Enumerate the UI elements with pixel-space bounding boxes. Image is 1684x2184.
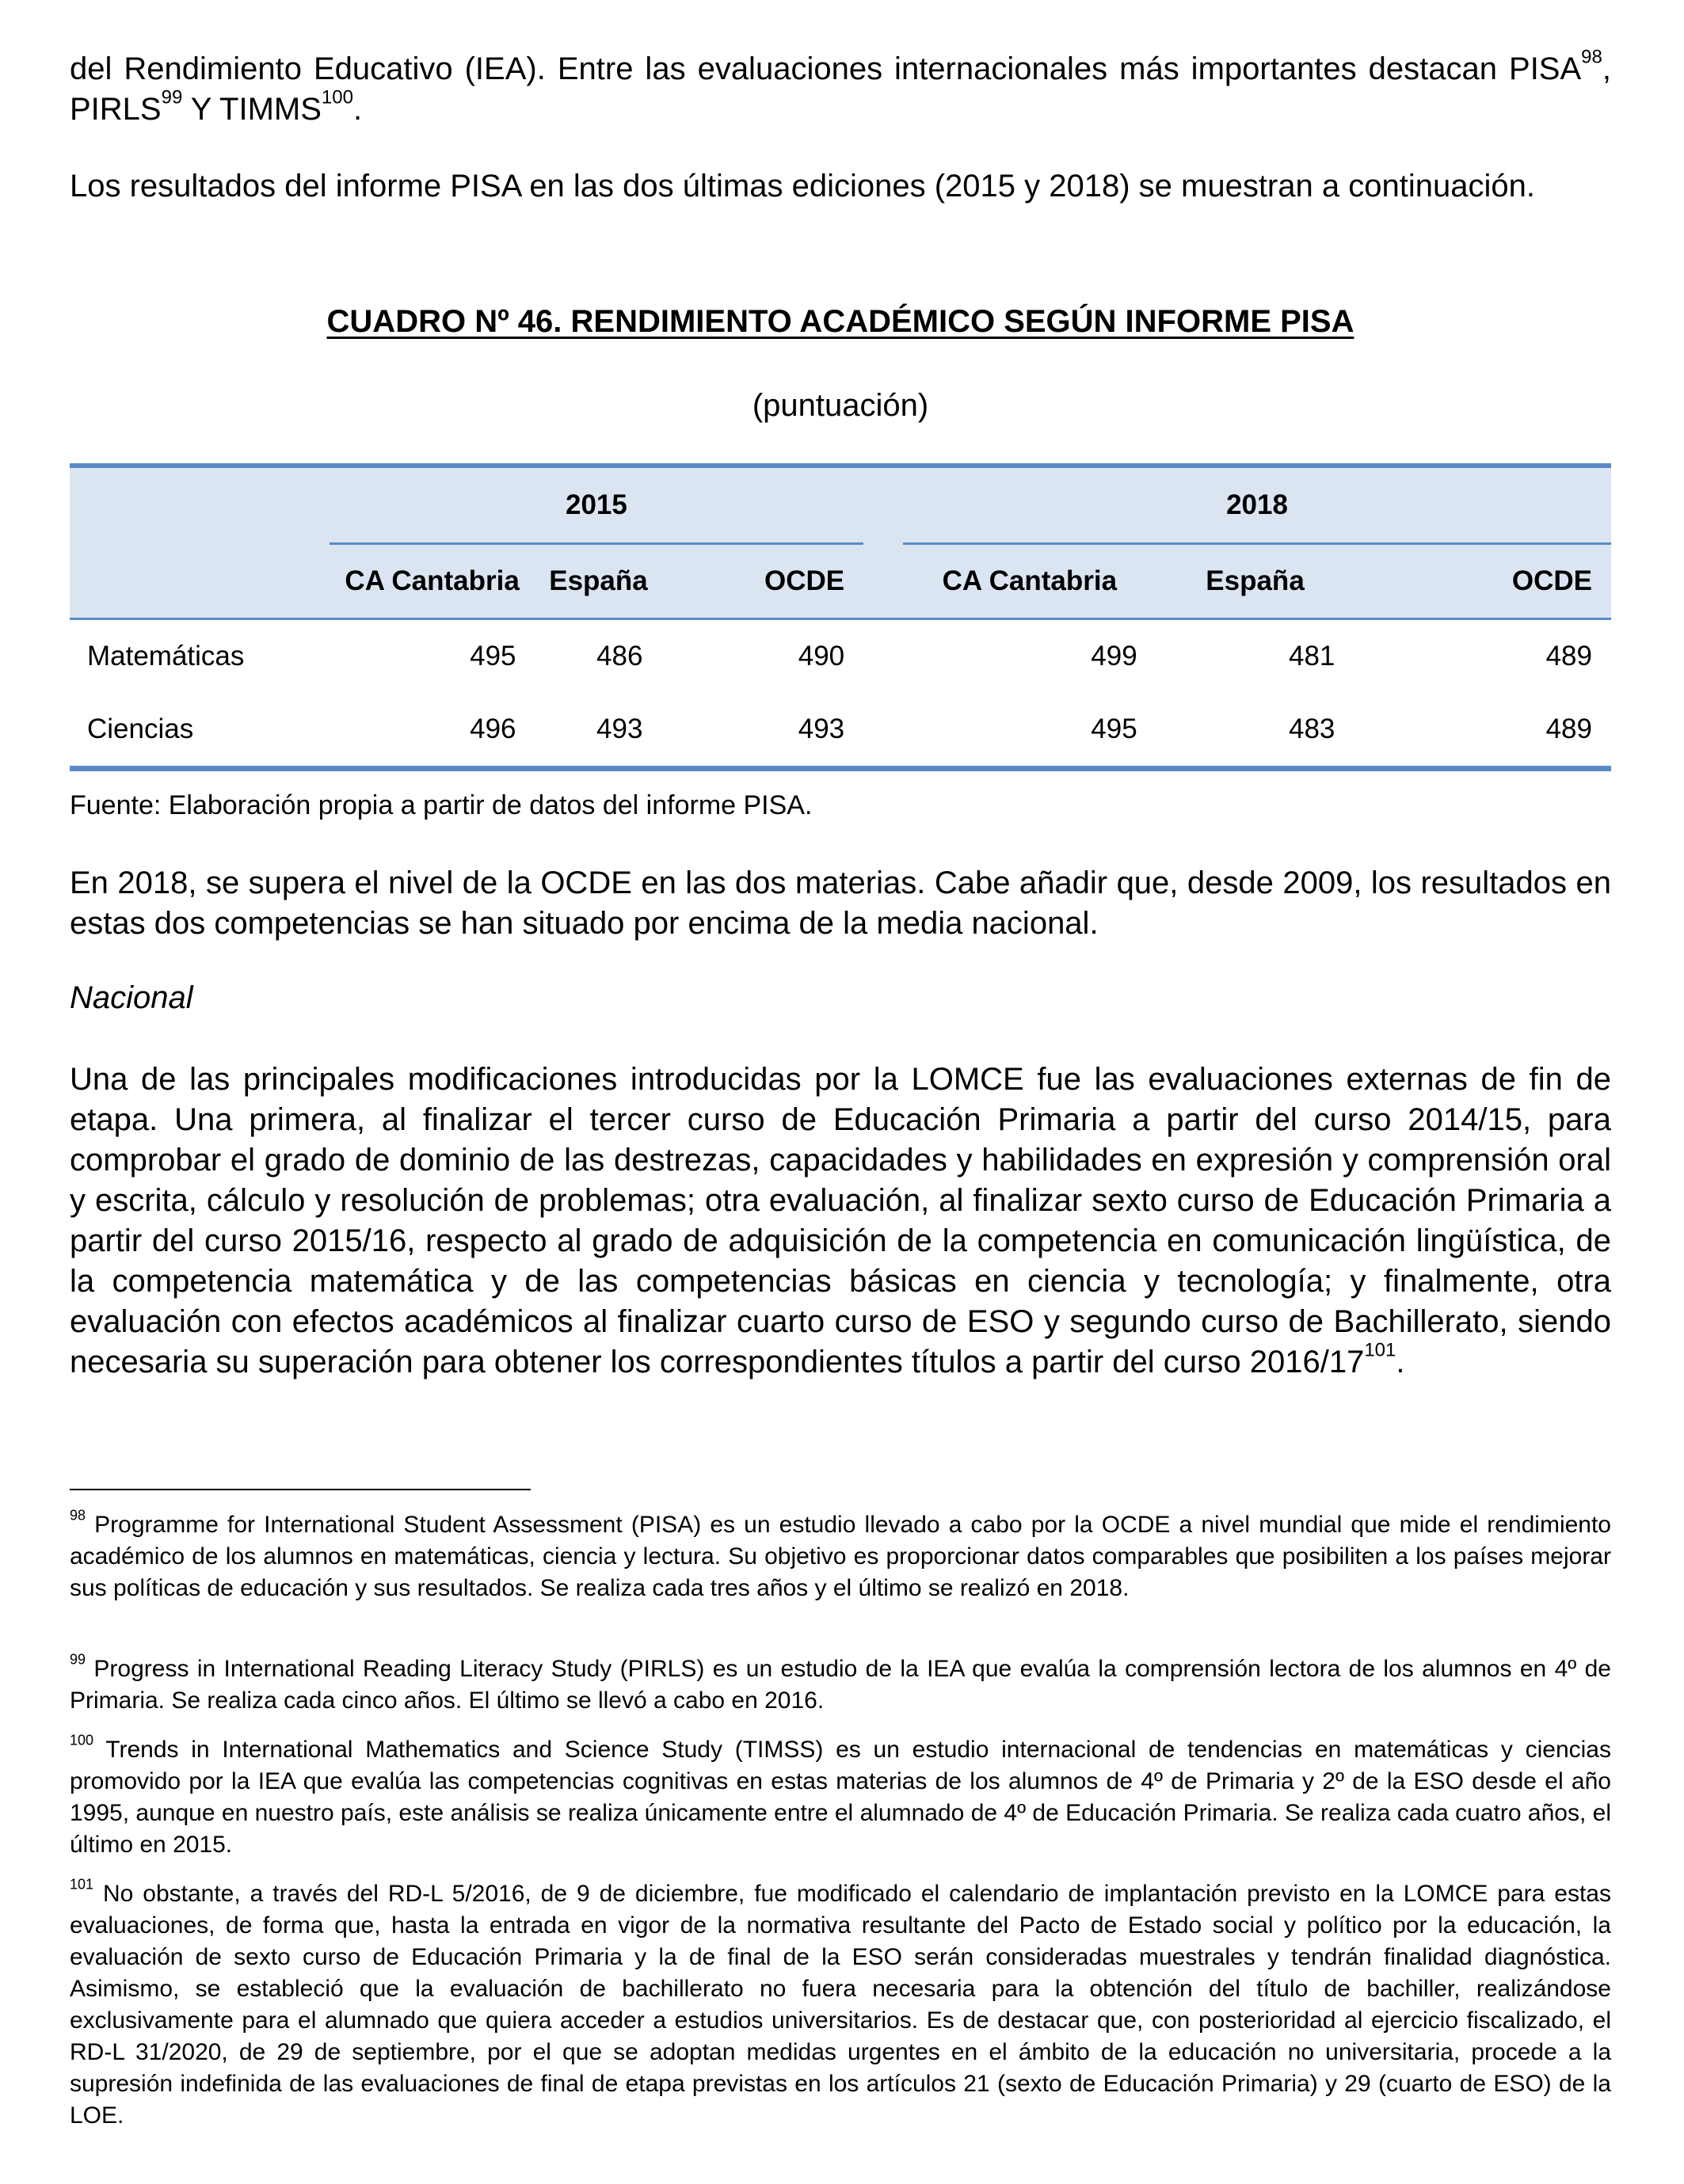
footnote-ref-98[interactable]: 98 [1581,46,1602,68]
column-header: OCDE [1354,544,1611,619]
footnote-ref-100[interactable]: 100 [321,86,353,108]
footnote-101: $^{101}$ No obstante, a través del RD-L 5/2016, de 9 de diciembre, fue modificado el calendario de implantación previsto en la LOMCE para estas evaluaciones, de forma que, hasta la entrada en vigor de la normativa resultante del Pacto de Estado social y político por la educación, la evaluación de sexto curso de Educación Primaria y la de final de la ESO serán consideradas muestrales y tendrán finalidad diagnóstica. Asimismo, se estableció que la evaluación de bachillerato no fuera necesaria para la obtención del título de bachiller, realizándose exclusivamente para el alumnado que quiera acceder a estudios universitarios. Es de destacar que, con posterioridad al ejercicio fiscalizado, el RD-L 31/2020, de 29 de septiembre, por el que se adoptan medidas urgentes en el ámbito de la educación no universitaria, procede a la supresión indefinida de las evaluaciones de final de etapa previstas en los artículos 21 (sexto de Educación Primaria) y 29 (cuarto de ESO) de la LOE. [70,1876,1611,2129]
results-intro-paragraph: Los resultados del informe PISA en las dos últimas ediciones (2015 y 2018) se muestran a continuación. [70,169,1535,204]
row-label: Matemáticas [87,641,245,672]
table-cell: 493 [596,713,643,744]
footnote-ref-99[interactable]: 99 [161,86,183,108]
table-cell: 495 [470,641,516,672]
lomce-paragraph: Una de las principales modificaciones introducidas por la LOMCE fue las evaluaciones externas de fin de etapa. Una primera, al finalizar el tercer curso de Educación Primaria a partir del curso 2014/15, para comprobar el grado de dominio de las destrezas, capacidades y habilidades en expresión y comprensión oral y escrita, cálculo y resolución de problemas; otra evaluación, al finalizar sexto curso de Educación Primaria a partir del curso 2015/16, respecto al grado de adquisición de la competencia en comunicación lingüística, de la competencia matemática y de las competencias básicas en ciencia y tecnología; y finalmente, otra evaluación con efectos académicos al finalizar cuarto curso de ESO y segundo curso de Bachillerato, siendo necesaria su superación para obtener los correspondientes títulos a partir del curso $2016/17^{101}$. [70,1062,1611,1379]
table-source: Fuente: Elaboración propia a partir de datos del informe PISA. [70,790,813,820]
pisa-table [70,463,1611,771]
table-subtitle: (puntuación) [752,388,929,423]
table-cell: 499 [1091,641,1137,672]
year-header-2015: 2015 [330,468,863,544]
year-header-2018: 2018 [903,468,1611,544]
table-cell: 486 [596,641,643,672]
footnote-number: 98 [70,1507,86,1524]
footnote-separator [70,1489,531,1490]
header-empty [70,468,330,544]
intro-paragraph: del Rendimiento Educativo (IEA). Entre las evaluaciones internacionales más importantes destacan PISA$^{98}$, PIRLS$^{99}$ Y TIMMS$^{100}$. [70,46,1611,127]
column-header: España [535,544,662,619]
footnote-number: 100 [70,1732,94,1748]
table-bottom-rule [70,766,1611,771]
footnote-100: $^{100}$ Trends in International Mathematics and Science Study (TIMSS) es un estudio internacional de tendencias en matemáticas y ciencias promovido por la IEA que evalúa las competencias cognitivas en estas materias de los alumnos de 4º de Primaria y 2º de la ESO desde el año 1995, aunque en nuestro país, este análisis se realiza únicamente entre el alumnado de 4º de Educación Primaria. Se realiza cada cuatro años, el último en 2015. [70,1732,1611,1858]
column-header: OCDE [661,544,863,619]
analysis-paragraph: En 2018, se supera el nivel de la OCDE en las dos materias. Cabe añadir que, desde 2009, los resultados en estas dos competencias se han situado por encima de la media nacional. [70,866,1611,941]
table-cell: 495 [1091,713,1137,744]
table-cell: 489 [1545,641,1592,672]
column-header: España [1156,544,1354,619]
table-row [70,619,1611,694]
table-cell: 481 [1288,641,1335,672]
footnote-number: 99 [70,1651,86,1668]
table-title: CUADRO Nº 46. RENDIMIENTO ACADÉMICO SEGÚN INFORME PISA [326,304,1354,339]
table-cell: 490 [798,641,845,672]
section-heading: Nacional [70,980,193,1015]
table-cell: 493 [798,713,845,744]
table-cell: 483 [1288,713,1335,744]
table-row [70,693,1611,766]
footnote-number: 101 [70,1876,94,1893]
footnote-99: $^{99}$ Progress in International Reading Literacy Study (PIRLS) es un estudio de la IEA que evalúa la comprensión lectora de los alumnos en 4º de Primaria. Se realiza cada cinco años. El último se llevó a cabo en 2016. [70,1651,1611,1714]
footnote-98: $^{98}$ Programme for International Student Assessment (PISA) es un estudio llevado a cabo por la OCDE a nivel mundial que mide el rendimiento académico de los alumnos en matemáticas, ciencia y lectura. Su objetivo es proporcionar datos comparables que posibiliten a los países mejorar sus políticas de educación y sus resultados. Se realiza cada tres años y el último se realizó en 2018. [70,1507,1611,1601]
row-label: Ciencias [87,713,194,744]
column-header: CA Cantabria [330,544,535,619]
footnote-ref-101[interactable]: 101 [1364,1339,1396,1361]
column-header: CA Cantabria [903,544,1156,619]
table-cell: 489 [1545,713,1592,744]
table-cell: 496 [470,713,516,744]
